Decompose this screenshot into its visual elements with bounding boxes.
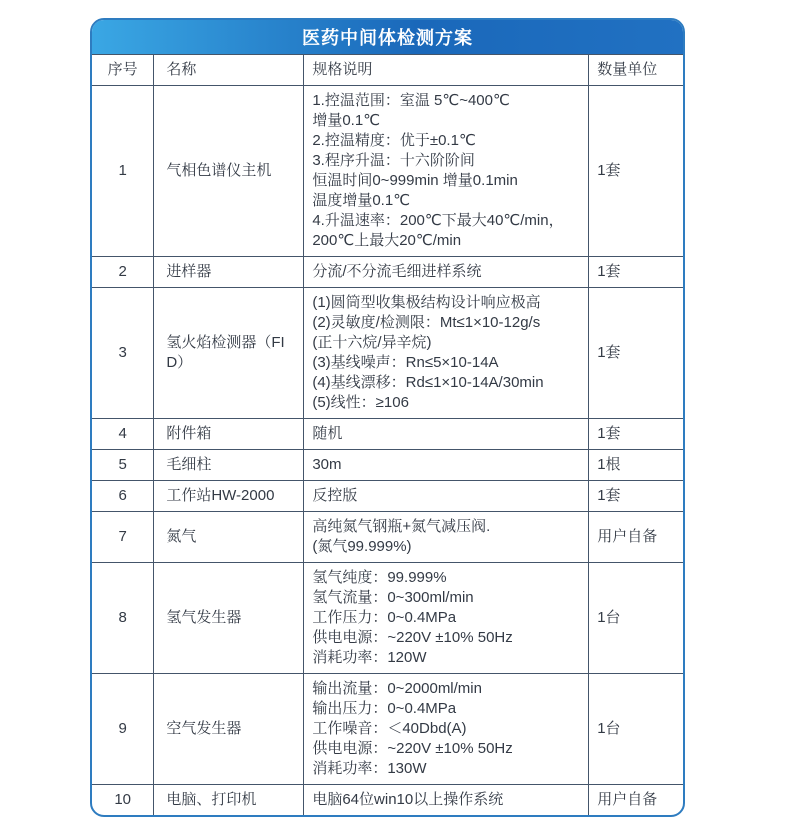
spec-line: 高纯氮气钢瓶+氮气减压阀. bbox=[312, 518, 491, 535]
spec-line: 输出流量：0~2000ml/min bbox=[312, 680, 482, 697]
row-no: 3 bbox=[92, 288, 154, 419]
table-row bbox=[92, 563, 683, 674]
spec-line: 电脑64位win10以上操作系统 bbox=[312, 791, 504, 808]
row-qty: 1套 bbox=[589, 481, 683, 512]
table-row bbox=[92, 450, 683, 481]
spec-line: 2.控温精度：优于±0.1℃ bbox=[312, 132, 476, 149]
table-row bbox=[92, 785, 683, 816]
table-row bbox=[92, 86, 683, 257]
row-name: 附件箱 bbox=[154, 419, 304, 450]
spec-line: 恒温时间0~999min 增量0.1min bbox=[312, 172, 518, 189]
row-qty: 1套 bbox=[589, 86, 683, 257]
spec-line: (5)线性：≥106 bbox=[312, 394, 409, 411]
row-no: 4 bbox=[92, 419, 154, 450]
row-name: 气相色谱仪主机 bbox=[154, 86, 304, 257]
row-spec bbox=[304, 288, 589, 419]
row-name: 氢火焰检测器（FID） bbox=[154, 288, 304, 419]
row-no: 8 bbox=[92, 563, 154, 674]
spec-line: 增量0.1℃ bbox=[312, 112, 381, 129]
spec-line: 氢气纯度：99.999% bbox=[312, 569, 447, 586]
row-qty: 1套 bbox=[589, 257, 683, 288]
row-no: 9 bbox=[92, 674, 154, 785]
row-spec bbox=[304, 563, 589, 674]
row-name: 氮气 bbox=[154, 512, 304, 563]
spec-line: 输出压力：0~0.4MPa bbox=[312, 700, 457, 717]
table-row bbox=[92, 288, 683, 419]
row-no: 10 bbox=[92, 785, 154, 816]
spec-line: 温度增量0.1℃ bbox=[312, 192, 411, 209]
spec-line: 30m bbox=[312, 456, 342, 473]
row-spec bbox=[304, 450, 589, 481]
row-name: 毛细柱 bbox=[154, 450, 304, 481]
table-row bbox=[92, 419, 683, 450]
spec-line: 3.程序升温：十六阶阶间 bbox=[312, 152, 475, 169]
row-no: 6 bbox=[92, 481, 154, 512]
col-header-no: 序号 bbox=[92, 55, 154, 86]
row-qty: 1套 bbox=[589, 419, 683, 450]
spec-line: (氮气99.999%) bbox=[312, 538, 412, 555]
spec-line: (3)基线噪声：Rn≤5×10-14A bbox=[312, 354, 499, 371]
row-qty: 1台 bbox=[589, 674, 683, 785]
row-name: 进样器 bbox=[154, 257, 304, 288]
spec-line: 消耗功率：130W bbox=[312, 760, 427, 777]
table-body bbox=[92, 86, 683, 816]
col-header-name: 名称 bbox=[154, 55, 304, 86]
row-qty: 1台 bbox=[589, 563, 683, 674]
row-name: 空气发生器 bbox=[154, 674, 304, 785]
row-spec bbox=[304, 512, 589, 563]
table-row bbox=[92, 481, 683, 512]
spec-line: (4)基线漂移：Rd≤1×10-14A/30min bbox=[312, 374, 544, 391]
spec-line: 4.升温速率：200℃下最大40℃/min， bbox=[312, 212, 564, 229]
spec-line: 消耗功率：120W bbox=[312, 649, 427, 666]
spec-line: 反控版 bbox=[312, 487, 358, 504]
col-header-qty: 数量单位 bbox=[589, 55, 683, 86]
spec-line: 分流/不分流毛细进样系统 bbox=[312, 263, 482, 280]
spec-line: (正十六烷/异辛烷) bbox=[312, 334, 432, 351]
col-header-spec: 规格说明 bbox=[304, 55, 589, 86]
row-qty: 1根 bbox=[589, 450, 683, 481]
spec-line: (1)圆筒型收集极结构设计响应极高 bbox=[312, 294, 541, 311]
row-spec bbox=[304, 257, 589, 288]
spec-line: 200℃上最大20℃/min bbox=[312, 232, 462, 249]
row-name: 氢气发生器 bbox=[154, 563, 304, 674]
spec-line: 工作压力：0~0.4MPa bbox=[312, 609, 457, 626]
spec-line: 氢气流量：0~300ml/min bbox=[312, 589, 474, 606]
row-spec bbox=[304, 419, 589, 450]
row-no: 2 bbox=[92, 257, 154, 288]
spec-line: 随机 bbox=[312, 425, 343, 442]
spec-line: 供电电源：~220V ±10% 50Hz bbox=[312, 629, 513, 646]
spec-table-card bbox=[90, 18, 685, 817]
spec-line: 工作噪音：＜40Dbd(A) bbox=[312, 720, 467, 737]
header-row bbox=[92, 55, 683, 86]
table-title: 医药中间体检测方案 bbox=[302, 28, 473, 48]
row-spec bbox=[304, 481, 589, 512]
row-no: 1 bbox=[92, 86, 154, 257]
spec-table bbox=[92, 55, 683, 815]
table-row bbox=[92, 512, 683, 563]
row-qty: 用户自备 bbox=[589, 785, 683, 816]
row-no: 7 bbox=[92, 512, 154, 563]
row-spec bbox=[304, 785, 589, 816]
row-spec bbox=[304, 86, 589, 257]
spec-line: 供电电源：~220V ±10% 50Hz bbox=[312, 740, 513, 757]
row-spec bbox=[304, 674, 589, 785]
row-qty: 用户自备 bbox=[589, 512, 683, 563]
spec-line: (2)灵敏度/检测限：Mt≤1×10-12g/s bbox=[312, 314, 541, 331]
table-row bbox=[92, 674, 683, 785]
table-title-bar bbox=[92, 20, 683, 55]
row-name: 工作站HW-2000 bbox=[154, 481, 304, 512]
table-row bbox=[92, 257, 683, 288]
row-name: 电脑、打印机 bbox=[154, 785, 304, 816]
spec-line: 1.控温范围：室温 5℃~400℃ bbox=[312, 92, 510, 109]
row-no: 5 bbox=[92, 450, 154, 481]
row-qty: 1套 bbox=[589, 288, 683, 419]
